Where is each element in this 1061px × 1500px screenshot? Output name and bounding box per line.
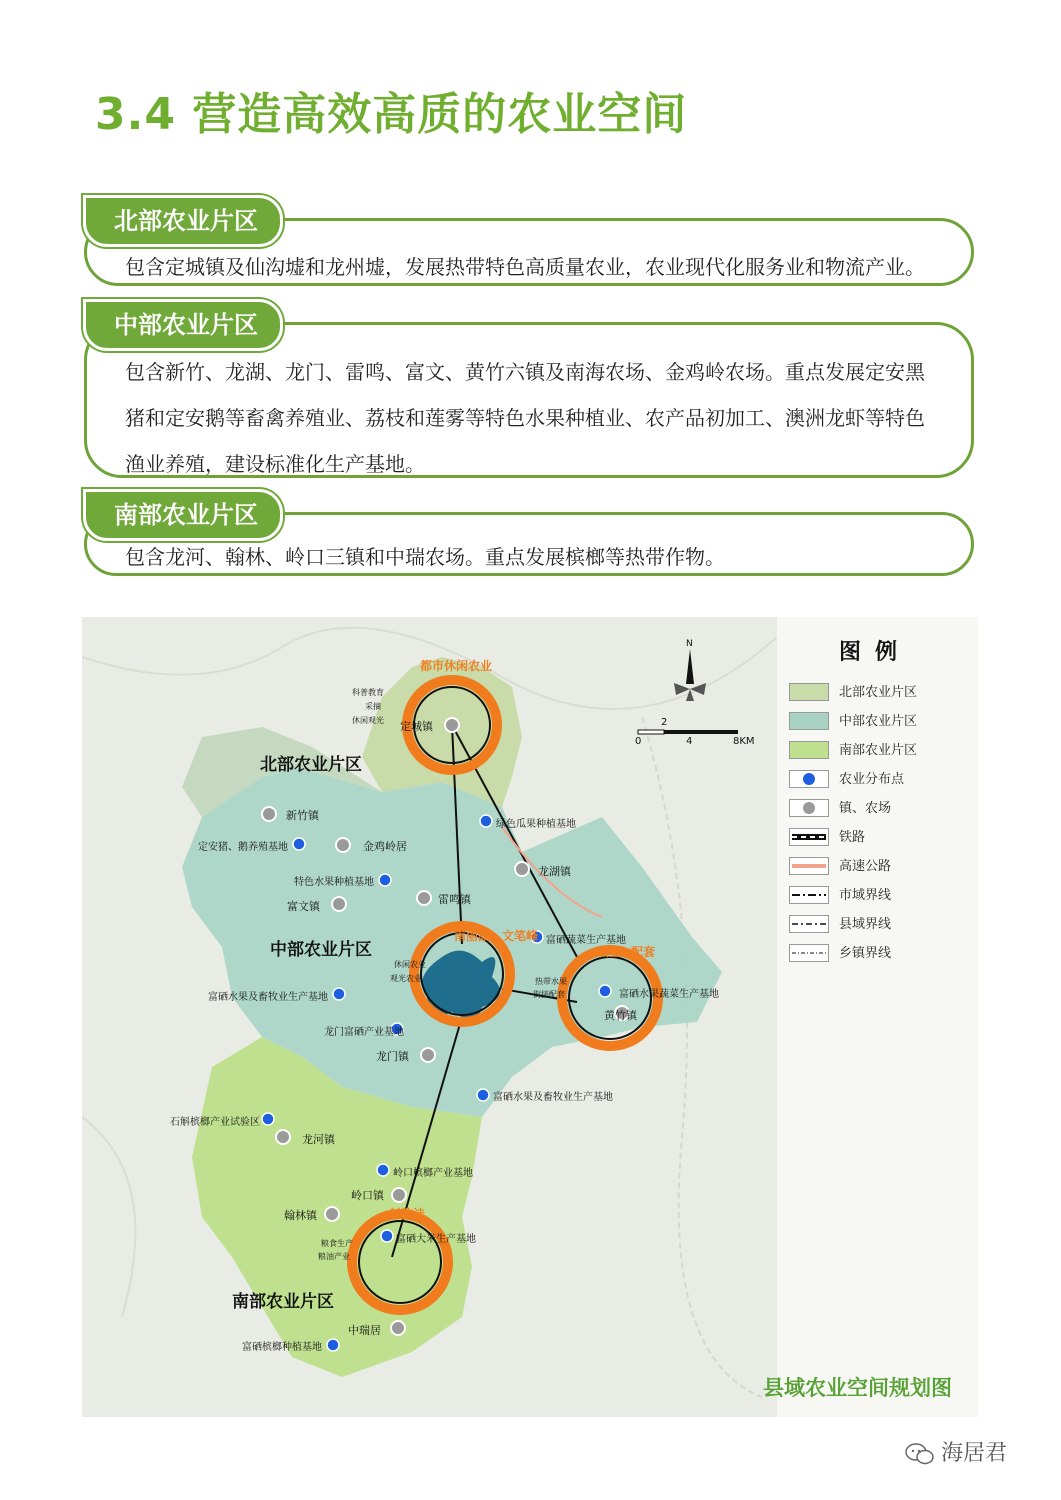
middle-zone-text-line1: 包含新竹、龙湖、龙门、雷鸣、富文、黄竹六镇及南海农场、金鸡岭农场。重点发展定安黑 [125, 360, 925, 384]
south-zone-tag: 南部农业片区 [83, 489, 283, 541]
town-label: 金鸡岭居 [363, 840, 407, 853]
base-label: 富硒大米生产基地 [396, 1234, 476, 1245]
node-label: 粮食生产 [321, 1239, 353, 1248]
node-label: 热带水果 [535, 977, 567, 986]
node-label: 休闲农业 [394, 960, 426, 969]
scale-tick: 8KM [733, 736, 755, 747]
base-label: 富硒水果及畜牧业生产基地 [208, 992, 328, 1003]
node-label: 街接配套 [533, 990, 565, 999]
ring-north-label: 都市休闲农业 [420, 659, 493, 673]
page-title: 3.4 营造高效高质的农业空间 [95, 89, 688, 140]
map-caption: 县域农业空间规划图 [763, 1376, 952, 1400]
north-zone-card [84, 207, 974, 286]
north-zone-tag: 北部农业片区 [83, 195, 283, 247]
base-label: 特色水果种植基地 [294, 877, 374, 888]
town-label: 龙河镇 [302, 1133, 335, 1146]
node-label: 科普教育 [352, 688, 384, 697]
town-label: 岭口镇 [351, 1189, 384, 1202]
base-label: 富硒槟榔种植基地 [242, 1342, 322, 1353]
town-label: 中瑞居 [348, 1324, 381, 1337]
scale-tick: 4 [686, 736, 693, 747]
county-agriculture-map [82, 617, 978, 1417]
town-label: 龙湖镇 [538, 865, 571, 878]
scale-tick: 2 [661, 717, 668, 728]
base-label: 定安猪、鹅养殖基地 [198, 842, 288, 853]
middle-zone-card [84, 311, 974, 478]
scale-tick: 0 [635, 736, 642, 747]
watermark [905, 1436, 1007, 1467]
town-label: 翰林镇 [284, 1209, 317, 1222]
north-arrow-label: N [686, 639, 693, 649]
ring-south-label: 封浩洼 [389, 1207, 426, 1221]
middle-zone-text-line2: 猪和定安鹅等畜禽养殖业、荔枝和莲雾等特色水果种植业、农产品初加工、澳洲龙虾等特色 [125, 406, 925, 430]
middle-zone-label: 中部农业片区 [270, 940, 372, 960]
base-label: 石斛槟榔产业试验区 [170, 1117, 260, 1128]
middle-zone-tag: 中部农业片区 [83, 299, 283, 351]
town-label: 黄竹镇 [604, 1009, 637, 1022]
town-label: 新竹镇 [286, 809, 319, 822]
scale-bar [638, 730, 738, 734]
base-label: 富硒蔬菜生产基地 [546, 935, 626, 946]
watermark-text: 海居君 [941, 1441, 1008, 1466]
ring-east-label: 农业+配套 [597, 945, 656, 959]
south-zone-text: 包含龙河、翰林、岭口三镇和中瑞农场。重点发展槟榔等热带作物。 [125, 545, 725, 569]
node-label: 观光农业 [390, 974, 422, 983]
town-label: 龙门镇 [376, 1050, 409, 1063]
town-label: 富文镇 [287, 900, 320, 913]
base-label: 富硒水果及畜牧业生产基地 [493, 1092, 613, 1103]
base-label: 岭口槟榔产业基地 [393, 1168, 473, 1179]
base-label: 绿色瓜果种植基地 [496, 819, 576, 830]
town-label: 雷鸣镇 [438, 893, 471, 906]
node-label: 粮油产业 [318, 1252, 350, 1261]
base-label: 龙门富硒产业基地 [324, 1027, 404, 1038]
north-zone-text: 包含定城镇及仙沟墟和龙州墟，发展热带特色高质量农业，农业现代化服务业和物流产业。 [125, 255, 925, 279]
south-zone-label: 南部农业片区 [232, 1292, 334, 1312]
node-label: 休闲观光 [352, 716, 384, 725]
town-label: 定城镇 [400, 720, 433, 733]
ring-middle-label: 南丽湖、文笔峰 [454, 929, 539, 943]
north-zone-label: 北部农业片区 [260, 755, 362, 775]
map-legend: 图例 北部农业片区 中部农业片区 南部农业片区 农业分布点 镇、农场 铁路 高速公路 市域界线 县域界线 乡镇界线 [777, 617, 978, 1417]
legend-title: 图例 [839, 640, 912, 665]
node-label: 采摘 [365, 702, 381, 711]
south-zone-card [84, 501, 974, 576]
wechat-icon [905, 1443, 935, 1465]
middle-zone-text-line3: 渔业养殖，建设标准化生产基地。 [125, 452, 425, 476]
base-label: 富硒水果蔬菜生产基地 [619, 989, 719, 1000]
